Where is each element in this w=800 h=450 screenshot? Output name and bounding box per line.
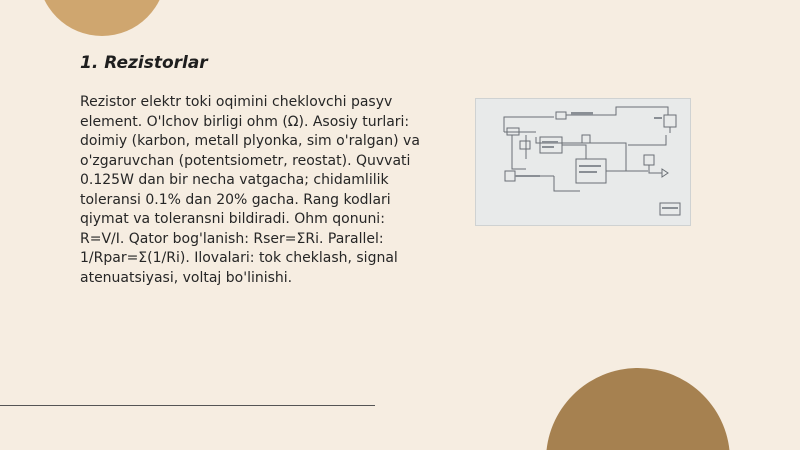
divider-line: [0, 405, 375, 406]
slide-body-text: Rezistor elektr toki oqimini cheklovchi pasyv element. O'lchov birligi ohm (Ω). Asosiy turlari: doimiy (karbon, metall plyonka, sim o'ralgan) va o'zgaruvchan (potentsiometr, reostat). Quvvati 0.125W dan bir necha vatgacha; chidamlilik toleransi 0.1% dan 20% gacha. Rang kodlari qiymat va toleransni bildiradi. Ohm qonuni: R=V/I. Qator bog'lanish: Rser=ΣRi. Parallel: 1/Rpar=Σ(1/Ri). Ilovalari: tok cheklash, signal atenuatsiyasi, voltaj bo'linishi.: [80, 94, 420, 286]
decorative-circle-bottom: [546, 368, 730, 450]
slide-title: 1. Rezistorlar: [80, 53, 208, 73]
decorative-circle-top: [38, 0, 166, 36]
circuit-diagram-drawing: [476, 99, 690, 225]
circuit-diagram-image: [475, 98, 691, 226]
